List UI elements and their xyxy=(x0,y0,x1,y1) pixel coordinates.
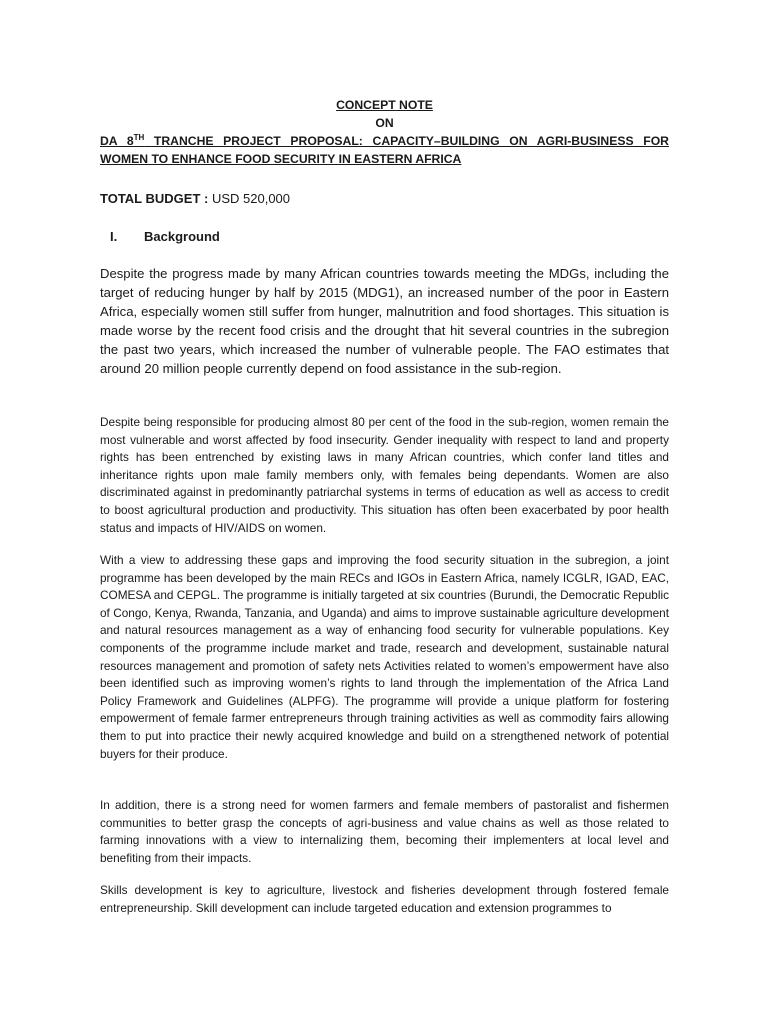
paragraph: Despite the progress made by many African countries towards meeting the MDGs, including the target of reducing hunger by half by 2015 (MDG1), an increased number of the poor in Eastern Africa, especially women still suffer from hunger, malnutrition and food shortages. This situation is made worse by the recent food crisis and the drought that hit several countries in the subregion the past two years, which increased the number of vulnerable people. The FAO estimates that around 20 million people currently depend on food assistance in the sub-region. xyxy=(100,266,669,376)
budget-label: TOTAL BUDGET : xyxy=(100,191,209,206)
title-concept-note: CONCEPT NOTE xyxy=(336,98,433,112)
paragraph: Skills development is key to agriculture, livestock and fisheries development through fostered female entrepreneurship. Skill development can include targeted education and extension programmes to xyxy=(100,883,669,915)
section-number: I. xyxy=(110,229,118,244)
section-title: Background xyxy=(144,229,220,244)
section-heading xyxy=(110,228,220,246)
paragraph: Despite being responsible for producing almost 80 per cent of the food in the sub-region, women remain the most vulnerable and worst affected by food insecurity. Gender inequality with respect to land and property rights has been entrenched by existing laws in many African countries, which confer land titles and inheritance rights upon male family members only, with females being dependants. Women are also discriminated against in predominantly patriarchal systems in terms of education as well as access to credit to boost agricultural production and productivity. This situation has often been exacerbated by poor health status and impacts of HIV/AIDS on women. xyxy=(100,415,669,535)
total-budget xyxy=(100,190,290,208)
title-women-line: WOMEN TO ENHANCE FOOD SECURITY IN EASTERN AFRICA xyxy=(100,152,462,166)
paragraph: In addition, there is a strong need for women farmers and female members of pastoralist and fishermen communities to better grasp the concepts of agri-business and value chains as well as those related to farming innovations with a view to internalizing them, becoming their implementers at local level and benefiting from their impacts. xyxy=(100,798,669,865)
budget-value: USD 520,000 xyxy=(208,191,291,206)
title-project-line: DA 8TH TRANCHE PROJECT PROPOSAL: CAPACITY–BUILDING ON AGRI-BUSINESS FOR xyxy=(100,132,669,148)
paragraph: With a view to addressing these gaps and improving the food security situation in the subregion, a joint programme has been developed by the main RECs and IGOs in Eastern Africa, namely ICGLR, IGAD, EAC, COMESA and CEPGL. The programme is initially targeted at six countries (Burundi, the Democratic Republic of Congo, Kenya, Rwanda, Tanzania, and Uganda) and aims to improve sustainable agriculture development and natural resources management as a way of enhancing food security for vulnerable populations. Key components of the programme include market and trade, research and development, sustainable natural resources management and promotion of safety nets Activities related to women’s empowerment have also been identified such as improving women’s rights to land through the implementation of the Africa Land Policy Framework and Guidelines (ALPFG). The programme will provide a unique platform for fostering empowerment of female farmer entrepreneurs through training activities as well as commodity fairs allowing them to put into practice their newly acquired knowledge and build on a strengthened network of potential buyers for their produce. xyxy=(100,553,669,761)
title-on: ON xyxy=(375,116,394,130)
document-title xyxy=(100,96,669,168)
